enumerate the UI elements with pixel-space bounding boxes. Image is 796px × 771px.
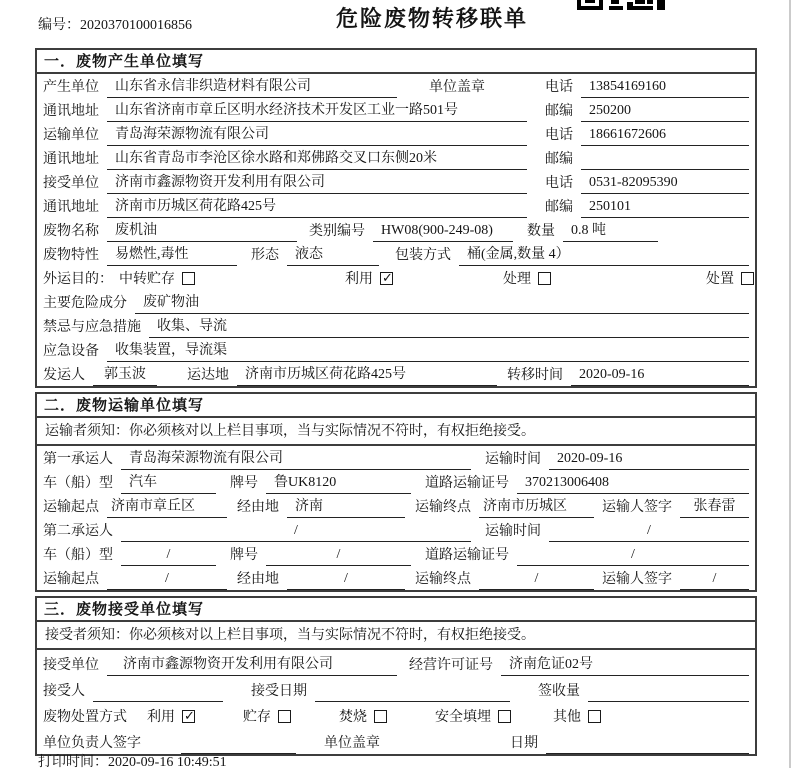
receiver-phone-group: [545, 172, 749, 194]
vehicle-type1-value: 汽车: [121, 471, 216, 494]
transporter-zip-group: [545, 148, 749, 170]
option-disposal-landfill-label: 安全填埋: [435, 710, 491, 725]
route-end2-value: /: [479, 571, 594, 590]
row-vehicle2: [43, 542, 749, 566]
producer-zip-value: 250200: [581, 103, 749, 122]
waste-properties-value: 易燃性,毒性: [107, 243, 237, 266]
option-disposal-utilize: [147, 706, 195, 728]
signed-quantity-label: 签收量: [538, 684, 580, 699]
route-via1-value: 济南: [287, 495, 405, 518]
row-receiving-unit: [43, 650, 749, 676]
option-disposal-other-label: 其他: [553, 710, 581, 725]
doc-number-label: 编号：: [38, 18, 80, 33]
transport-time2-label: 运输时间: [485, 524, 541, 539]
route-start1-value: 济南市章丘区: [107, 495, 227, 518]
row-shipper: [43, 362, 749, 386]
route-via2-value: /: [287, 571, 405, 590]
route-start1-label: 运输起点: [43, 500, 99, 515]
emergency-equipment-label: 应急设备: [43, 344, 99, 359]
transporter-unit-value: 青岛海荣源物流有限公司: [107, 123, 527, 146]
receiver-zip-group: [545, 196, 749, 218]
vehicle-type2-label: 车（船）型: [43, 548, 113, 563]
route-end2-label: 运输终点: [415, 572, 471, 587]
section-transporter: [35, 392, 757, 592]
page-edge-line: [789, 0, 791, 768]
checkbox-utilize-icon: [380, 272, 393, 285]
transporter-phone-value: 18661672606: [581, 127, 749, 146]
checkbox-transit-storage-icon: [182, 272, 195, 285]
taboo-measures-label: 禁忌与应急措施: [43, 320, 141, 335]
section3-title: 三．废物接受单位填写: [37, 598, 755, 622]
option-transit-storage-label: 中转贮存: [119, 272, 175, 287]
transporter-phone-label: 电话: [545, 128, 573, 143]
transport-time1-value: 2020-09-16: [549, 451, 749, 470]
unit-seal-label: 单位盖章: [429, 80, 485, 95]
first-carrier-value: 青岛海荣源物流有限公司: [121, 447, 471, 470]
packing-value: 桶(金属,数量 4）: [459, 243, 749, 266]
row-receiver-address: [43, 194, 749, 218]
transporter-notice: 运输者须知：你必须核对以上栏目事项，当与实际情况不符时，有权拒绝接受。: [37, 418, 755, 446]
transporter-sign2-label: 运输人签字: [602, 572, 672, 587]
row-waste-properties: [43, 242, 749, 266]
print-time: 打印时间：2020-09-16 10:49:51: [38, 755, 227, 770]
row-recipient: [43, 676, 749, 702]
producer-unit-value: 山东省永信非织造材料有限公司: [107, 75, 397, 98]
transporter-phone-group: [545, 124, 749, 146]
row-producer-address: [43, 98, 749, 122]
route-start2-label: 运输起点: [43, 572, 99, 587]
route-end1-label: 运输终点: [415, 500, 471, 515]
option-disposal-incinerate: [339, 706, 387, 728]
checkbox-disposal-other-icon: [588, 710, 601, 723]
row-second-carrier: [43, 518, 749, 542]
receiver-notice: 接受者须知：你必须核对以上栏目事项，当与实际情况不符时，有权拒绝接受。: [37, 622, 755, 650]
road-permit2-value: /: [517, 547, 749, 566]
option-disposal-landfill: [435, 706, 511, 728]
vehicle-type2-value: /: [121, 547, 216, 566]
plate1-value: 鲁UK8120: [266, 471, 411, 494]
recipient-value: [93, 699, 223, 702]
page-title: 危险废物转移联单: [335, 6, 528, 31]
checkbox-disposal-landfill-icon: [498, 710, 511, 723]
row-producer-unit: [43, 74, 749, 98]
destination-label: 运达地: [187, 368, 229, 383]
option-disposal-storage-label: 贮存: [243, 710, 271, 725]
transporter-zip-value: [581, 167, 749, 170]
waste-code-label: 类别编号: [309, 224, 365, 239]
row-transport-purpose: [43, 266, 749, 290]
main-hazard-value: 废矿物油: [135, 291, 749, 314]
main-hazard-label: 主要危险成分: [43, 296, 127, 311]
transporter-address-value: 山东省青岛市李沧区徐水路和郑佛路交叉口东侧20米: [107, 147, 527, 170]
receive-date-label: 接受日期: [251, 684, 307, 699]
section-producer: [35, 48, 757, 388]
row-taboo-measures: [43, 314, 749, 338]
option-utilize: [345, 268, 393, 290]
option-disposal-incinerate-label: 焚烧: [339, 710, 367, 725]
producer-address-label: 通讯地址: [43, 104, 99, 119]
waste-form-label: 形态: [251, 248, 279, 263]
option-treat: [503, 268, 551, 290]
road-permit2-label: 道路运输证号: [425, 548, 509, 563]
section2-title: 二．废物运输单位填写: [37, 394, 755, 418]
transporter-sign1-value: 张春雷: [680, 495, 749, 518]
plate2-value: /: [266, 547, 411, 566]
unit-seal3-label: 单位盖章: [324, 736, 380, 751]
producer-zip-group: [545, 100, 749, 122]
plate2-label: 牌号: [230, 548, 258, 563]
option-disposal-storage: [243, 706, 291, 728]
transport-purpose-label: 外运目的：: [43, 272, 113, 287]
receiver-zip-value: 250101: [581, 199, 749, 218]
receiver-phone-value: 0531-82095390: [581, 175, 749, 194]
business-license-value: 济南危证02号: [501, 653, 749, 676]
transporter-unit-label: 运输单位: [43, 128, 99, 143]
row-first-carrier: [43, 446, 749, 470]
transporter-address-label: 通讯地址: [43, 152, 99, 167]
receive-date-value: [315, 699, 510, 702]
recipient-label: 接受人: [43, 684, 85, 699]
transfer-time-label: 转移时间: [507, 368, 563, 383]
second-carrier-label: 第二承运人: [43, 524, 113, 539]
waste-properties-label: 废物特性: [43, 248, 99, 263]
plate1-label: 牌号: [230, 476, 258, 491]
row-vehicle1: [43, 470, 749, 494]
disposal-method-label: 废物处置方式: [43, 710, 127, 725]
option-dispose: [706, 268, 754, 290]
producer-address-value: 山东省济南市章丘区明水经济技术开发区工业一路501号: [107, 99, 527, 122]
responsible-signature-label: 单位负责人签字: [43, 736, 141, 751]
row-transporter-address: [43, 146, 749, 170]
second-carrier-value: /: [121, 523, 471, 542]
option-disposal-utilize-label: 利用: [147, 710, 175, 725]
emergency-equipment-value: 收集装置，导流渠: [107, 339, 749, 362]
waste-qty-label: 数量: [527, 224, 555, 239]
receiving-unit-label: 接受单位: [43, 658, 99, 673]
receiver-address-value: 济南市历城区荷花路425号: [107, 195, 527, 218]
signed-quantity-value: [588, 699, 749, 702]
producer-phone-value: 13854169160: [581, 79, 749, 98]
section-receiver: [35, 596, 757, 756]
option-transit-storage: [119, 268, 195, 290]
producer-phone-label: 电话: [545, 80, 573, 95]
taboo-measures-value: 收集、导流: [149, 315, 749, 338]
section1-title: 一．废物产生单位填写: [37, 50, 755, 74]
producer-unit-label: 产生单位: [43, 80, 99, 95]
transporter-sign2-value: /: [680, 571, 749, 590]
receiver-unit-label: 接受单位: [43, 176, 99, 191]
receiving-unit-value: 济南市鑫源物资开发利用有限公司: [107, 653, 397, 676]
shipper-label: 发运人: [43, 368, 85, 383]
row-transporter-unit: [43, 122, 749, 146]
transporter-sign1-label: 运输人签字: [602, 500, 672, 515]
checkbox-dispose-icon: [741, 272, 754, 285]
transporter-zip-label: 邮编: [545, 152, 573, 167]
packing-label: 包装方式: [395, 248, 451, 263]
row-waste-name: [43, 218, 749, 242]
transport-time2-value: /: [549, 523, 749, 542]
producer-phone-group: [545, 76, 749, 98]
waste-form-value: 液态: [287, 243, 379, 266]
shipper-value: 郭玉波: [93, 363, 157, 386]
checkbox-disposal-storage-icon: [278, 710, 291, 723]
row-emergency-equipment: [43, 338, 749, 362]
route-via2-label: 经由地: [237, 572, 279, 587]
checkbox-disposal-utilize-icon: [182, 710, 195, 723]
vehicle-type1-label: 车（船）型: [43, 476, 113, 491]
sign-date-label: 日期: [510, 736, 538, 751]
waste-qty-value: 0.8 吨: [563, 219, 658, 242]
option-utilize-label: 利用: [345, 272, 373, 287]
manifest-form: [35, 48, 757, 760]
route-start2-value: /: [107, 571, 227, 590]
row-disposal-method: [43, 702, 749, 728]
receiver-unit-value: 济南市鑫源物资开发利用有限公司: [107, 171, 527, 194]
first-carrier-label: 第一承运人: [43, 452, 113, 467]
waste-code-value: HW08(900-249-08): [373, 223, 513, 242]
receiver-address-label: 通讯地址: [43, 200, 99, 215]
option-dispose-label: 处置: [706, 272, 734, 287]
transport-time1-label: 运输时间: [485, 452, 541, 467]
sign-date-value: [546, 751, 749, 754]
route-via1-label: 经由地: [237, 500, 279, 515]
waste-name-label: 废物名称: [43, 224, 99, 239]
road-permit1-value: 370213006408: [517, 475, 749, 494]
route-end1-value: 济南市历城区: [479, 495, 594, 518]
row-receiver-unit: [43, 170, 749, 194]
option-disposal-other: [553, 706, 601, 728]
row-main-hazard: [43, 290, 749, 314]
business-license-label: 经营许可证号: [409, 658, 493, 673]
road-permit1-label: 道路运输证号: [425, 476, 509, 491]
waste-name-value: 废机油: [107, 219, 297, 242]
option-treat-label: 处理: [503, 272, 531, 287]
doc-number-value: 2020370100016856: [80, 18, 192, 33]
checkbox-treat-icon: [538, 272, 551, 285]
receiver-phone-label: 电话: [545, 176, 573, 191]
row-route2: [43, 566, 749, 590]
receiver-zip-label: 邮编: [545, 200, 573, 215]
checkbox-disposal-incinerate-icon: [374, 710, 387, 723]
row-route1: [43, 494, 749, 518]
destination-value: 济南市历城区荷花路425号: [237, 363, 497, 386]
producer-zip-label: 邮编: [545, 104, 573, 119]
transfer-time-value: 2020-09-16: [571, 367, 749, 386]
